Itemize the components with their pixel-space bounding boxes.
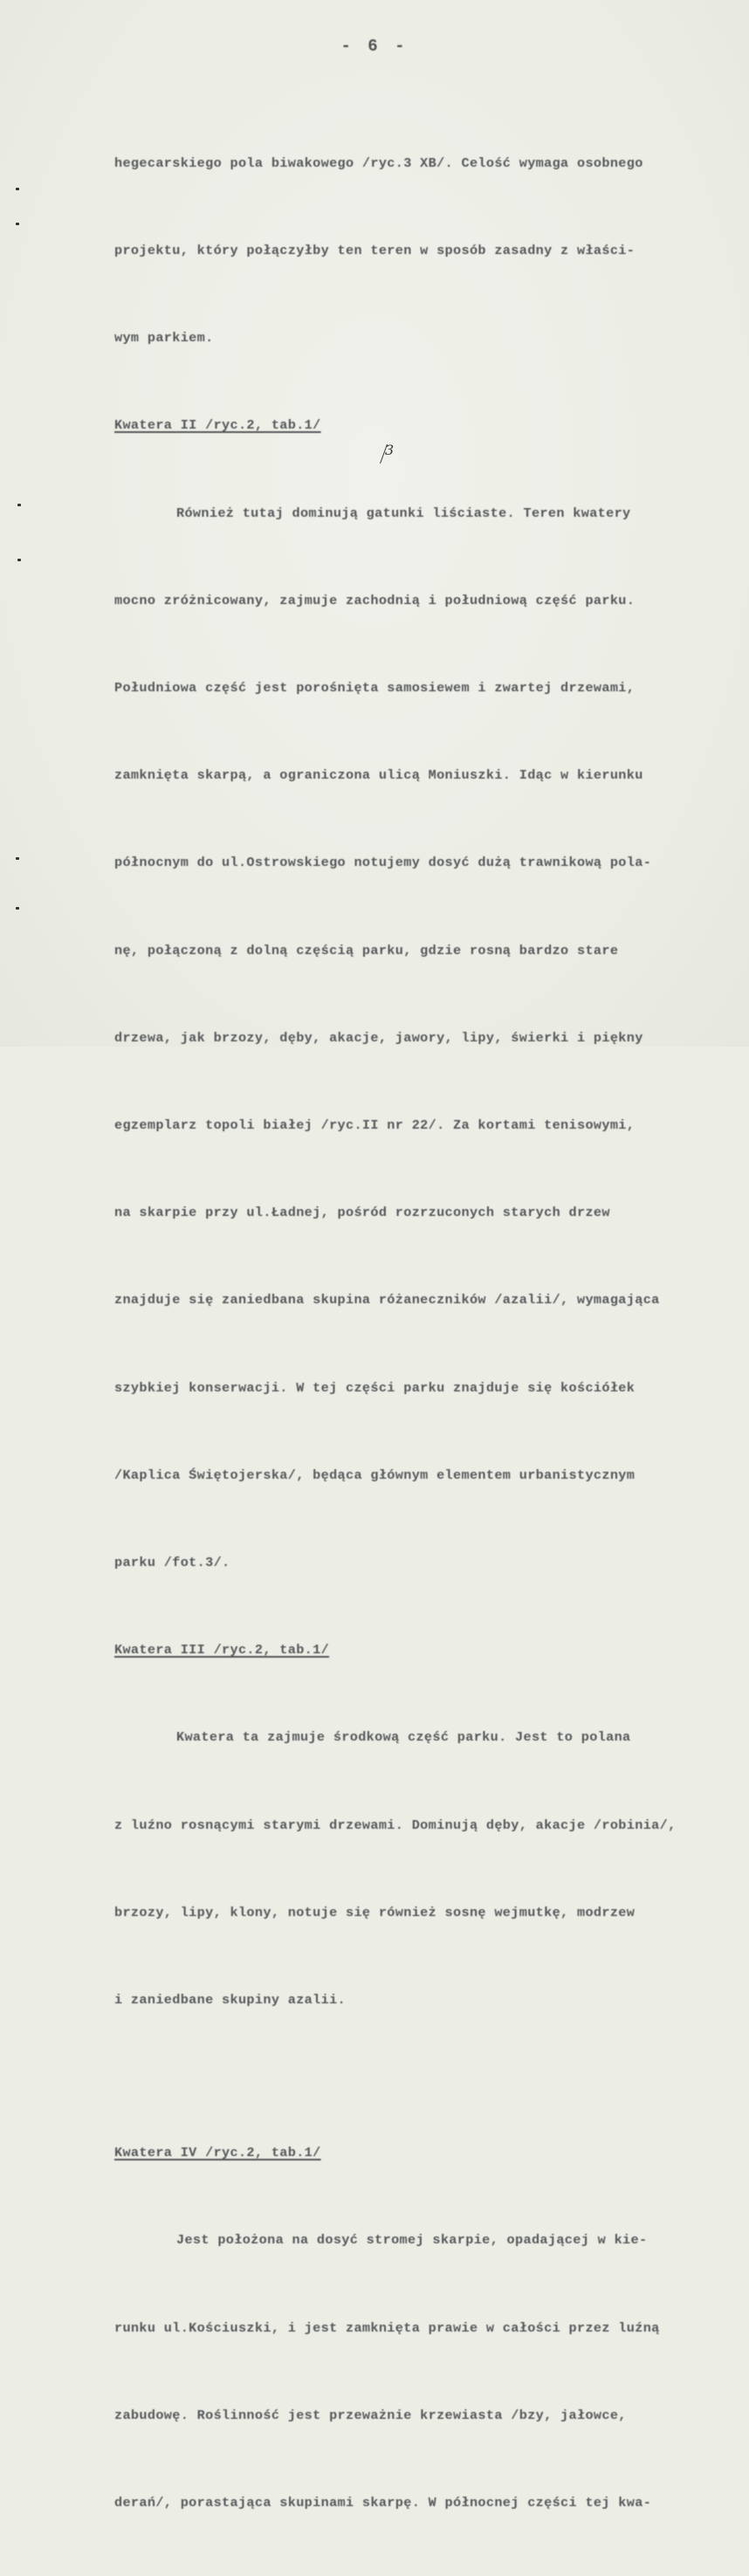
- text-line: derań/, porastająca skupinami skarpę. W północnej części tej kwa-: [114, 2494, 652, 2511]
- text-line: na skarpie przy ul.Ładnej, pośród rozrzuconych starych drzew: [114, 1205, 610, 1221]
- margin-speck-icon: [17, 559, 21, 561]
- margin-speck-icon: [16, 907, 19, 910]
- text-line: z luźno rosnącymi starymi drzewami. Dominują dęby, akacje /robinia/,: [114, 1817, 677, 1833]
- text-line: mocno zróżnicowany, zajmuje zachodnią i południową część parku.: [114, 592, 636, 608]
- text-line: zamknięta skarpą, a ograniczona ulicą Moniuszki. Idąc w kierunku: [114, 767, 643, 784]
- text-line: Jest położona na dosyć stromej skarpie, opadającej w kie-: [176, 2232, 648, 2249]
- handwritten-annotation: 3: [385, 442, 395, 458]
- margin-speck-icon: [16, 223, 19, 225]
- text-line: Kwatera ta zajmuje środkową część parku. Jest to polana: [176, 1729, 631, 1746]
- section-heading-kwatera-iii: Kwatera III /ryc.2, tab.1/: [114, 1642, 330, 1659]
- section-heading-kwatera-ii: Kwatera II /ryc.2, tab.1/: [114, 417, 321, 434]
- text-line: /Kaplica Świętojerska/, będąca głównym elementem urbanistycznym: [114, 1467, 636, 1483]
- text-line: runku ul.Kościuszki, i jest zamknięta prawie w całości przez luźną: [114, 2319, 660, 2336]
- text-line: Południowa część jest porośnięta samosiewem i zwartej drzewami,: [114, 680, 636, 697]
- text-line: i zaniedbane skupiny azalii.: [114, 1992, 346, 2009]
- text-line: projektu, który połączyłby ten teren w sposób zasadny z właści-: [114, 243, 636, 259]
- margin-speck-icon: [17, 504, 21, 506]
- text-line: północnym do ul.Ostrowskiego notujemy dosyć dużą trawnikową pola-: [114, 855, 652, 871]
- margin-speck-icon: [16, 188, 19, 190]
- section-heading-kwatera-iv: Kwatera IV /ryc.2, tab.1/: [114, 2145, 321, 2161]
- text-line: zabudowę. Roślinność jest przeważnie krzewiasta /bzy, jałowce,: [114, 2407, 627, 2423]
- text-line: parku /fot.3/.: [114, 1555, 230, 1571]
- text-line: drzewa, jak brzozy, dęby, akacje, jawory, lipy, świerki i piękny: [114, 1029, 643, 1046]
- text-line: nę, połączoną z dolną częścią parku, gdzie rosną bardzo stare: [114, 942, 619, 958]
- text-line: szybkiej konserwacji. W tej części parku znajduje się kościółek: [114, 1379, 636, 1396]
- text-line: znajduje się zaniedbana skupina różaneczników /azalii/, wymagająca: [114, 1292, 660, 1309]
- page-number: - 6 -: [340, 37, 409, 56]
- text-line: egzemplarz topoli białej /ryc.II nr 22/. Za kortami tenisowymi,: [114, 1117, 636, 1134]
- text-line: brzozy, lipy, klony, notuje się również sosnę wejmutkę, modrzew: [114, 1904, 636, 1920]
- spacer: [114, 2073, 725, 2080]
- text-line: hegecarskiego pola biwakowego /ryc.3 XB/. Celość wymaga osobnego: [114, 155, 643, 171]
- text-line: wym parkiem.: [114, 330, 214, 347]
- text-line: Również tutaj dominują gatunki liściaste. Teren kwatery: [176, 505, 631, 521]
- document-body: [114, 91, 725, 2576]
- margin-speck-icon: [16, 857, 19, 860]
